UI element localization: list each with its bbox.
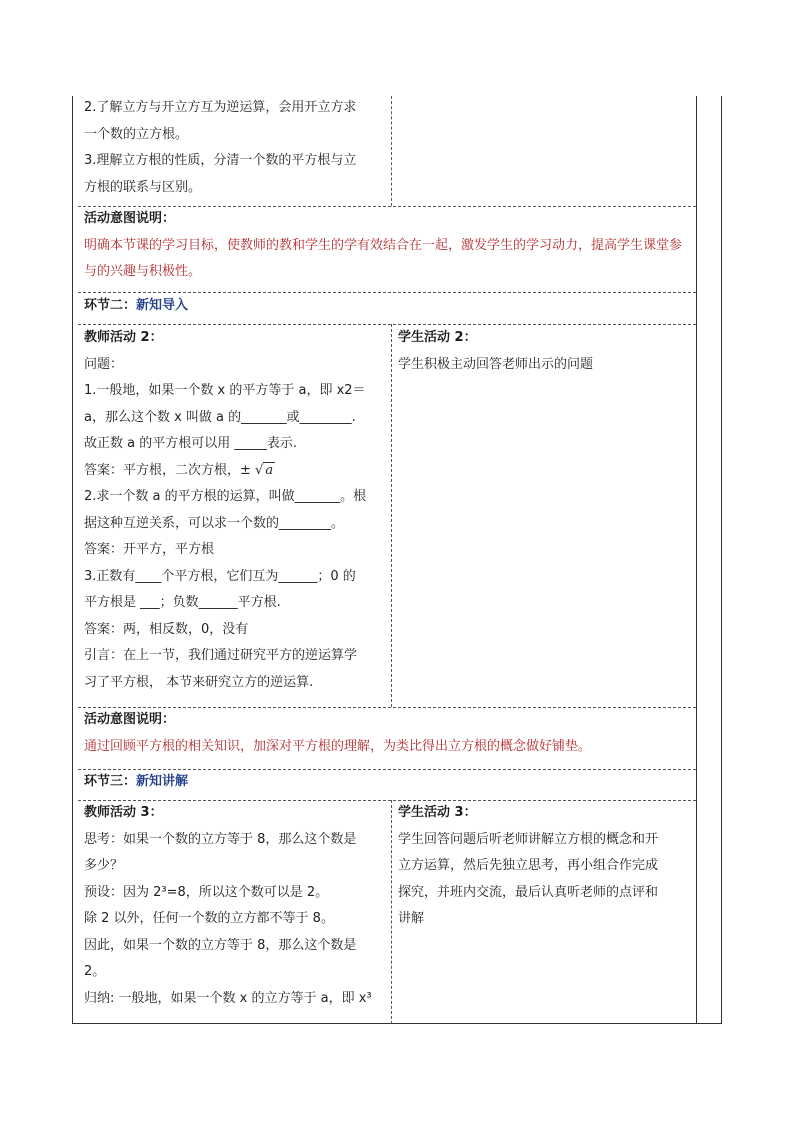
teacher-activity-line: 答案：开平方，平方根 bbox=[84, 542, 215, 557]
teacher-activity-line: 预设：因为 2³=8，所以这个数可以是 2。 bbox=[84, 884, 329, 900]
teacher-activity-line: 思考：如果一个数的立方等于 8，那么这个数是 bbox=[84, 831, 357, 847]
student-activity-text: 学生积极主动回答老师出示的问题 bbox=[398, 356, 594, 372]
student-activity-line: 学生回答问题后听老师讲解立方根的概念和开 bbox=[398, 831, 659, 847]
student-activity-3-cell bbox=[398, 800, 690, 933]
teacher-activity-line: 答案：平方根，二次方根，± bbox=[84, 462, 251, 478]
teacher-activity-line: 引言：在上一节，我们通过研究平方的逆运算学 bbox=[84, 648, 358, 663]
student-activity-line: 探究，并班内交流，最后认真听老师的点评和 bbox=[398, 884, 659, 900]
teacher-activity-3-cell bbox=[84, 800, 384, 1012]
column-divider-activity3 bbox=[391, 800, 392, 1024]
stage-title: 新知导入 bbox=[136, 298, 189, 313]
student-activity-label: 学生活动 3： bbox=[398, 805, 477, 820]
answer-line-with-sqrt bbox=[84, 458, 384, 485]
objectives-cell bbox=[84, 95, 384, 201]
intent-label: 活动意图说明： bbox=[84, 712, 176, 727]
intent-text: 明确本节课的学习目标，使教师的教和学生的学有效结合在一起，激发学生的学习动力，提高学生课堂参与的兴趣与积极性。 bbox=[84, 237, 683, 279]
objective-line: 3.理解立方根的性质，分清一个数的平方根与立 bbox=[84, 153, 357, 168]
teacher-activity-line: 2.求一个数 a 的平方根的运算，叫做_______。根 bbox=[84, 489, 367, 504]
stage-3-header bbox=[84, 769, 690, 796]
intent-text: 通过回顾平方根的相关知识，加深对平方根的理解，为类比得出立方根的概念做好铺垫。 bbox=[84, 738, 592, 754]
teacher-activity-line: 2。 bbox=[84, 964, 106, 979]
objective-line: 一个数的立方根。 bbox=[84, 126, 189, 142]
activity-intent-cell-2 bbox=[84, 707, 690, 760]
teacher-activity-label: 教师活动 2： bbox=[84, 330, 163, 345]
sqrt-symbol: √ bbox=[255, 462, 264, 478]
teacher-activity-line: 多少？ bbox=[84, 858, 124, 873]
teacher-activity-line: 问题： bbox=[84, 356, 124, 372]
teacher-activity-line: 除 2 以外，任何一个数的立方都不等于 8。 bbox=[84, 911, 334, 926]
objective-line: 方根的联系与区别。 bbox=[84, 179, 202, 195]
column-divider-activity2 bbox=[391, 324, 392, 707]
teacher-activity-label: 教师活动 3： bbox=[84, 805, 163, 820]
stage-title: 新知讲解 bbox=[136, 774, 189, 789]
sqrt-radicand: a bbox=[265, 462, 274, 478]
teacher-activity-2-cell bbox=[84, 325, 384, 696]
teacher-activity-line: 故正数 a 的平方根可以用 _____表示. bbox=[84, 436, 297, 451]
stage-prefix: 环节三： bbox=[84, 774, 137, 789]
teacher-activity-line: 3.正数有____个平方根，它们互为______；0 的 bbox=[84, 568, 356, 584]
student-activity-label: 学生活动 2： bbox=[398, 330, 477, 345]
student-activity-line: 立方运算，然后先独立思考，再小组合作完成 bbox=[398, 858, 659, 873]
teacher-activity-line: 答案：两，相反数，0，没有 bbox=[84, 621, 249, 637]
right-margin-column-line bbox=[696, 96, 697, 1024]
teacher-activity-line: a，那么这个数 x 叫做 a 的_______或________. bbox=[84, 409, 356, 425]
teacher-activity-line: 平方根是 ___；负数______平方根. bbox=[84, 595, 281, 610]
column-divider-row1 bbox=[391, 96, 392, 206]
objective-line: 2.了解立方与开立方互为逆运算，会用开立方求 bbox=[84, 100, 357, 115]
teacher-activity-line: 因此，如果一个数的立方等于 8，那么这个数是 bbox=[84, 937, 357, 953]
sqrt-a-formula bbox=[255, 458, 275, 485]
teacher-activity-line: 归纳: 一般地，如果一个数 x 的立方等于 a，即 x³ bbox=[84, 990, 372, 1006]
stage-prefix: 环节二： bbox=[84, 298, 137, 313]
activity-intent-cell-1 bbox=[84, 206, 690, 286]
student-activity-2-cell bbox=[398, 325, 690, 378]
teacher-activity-line: 1.一般地，如果一个数 x 的平方等于 a，即 x2＝ bbox=[84, 383, 366, 398]
stage-2-header bbox=[84, 293, 690, 320]
intent-label: 活动意图说明： bbox=[84, 211, 176, 226]
lesson-plan-table bbox=[72, 96, 722, 1024]
teacher-activity-line: 据这种互逆关系，可以求一个数的________。 bbox=[84, 515, 345, 531]
teacher-activity-line: 习了平方根， 本节来研究立方的逆运算. bbox=[84, 674, 314, 690]
student-activity-line: 讲解 bbox=[398, 911, 425, 926]
